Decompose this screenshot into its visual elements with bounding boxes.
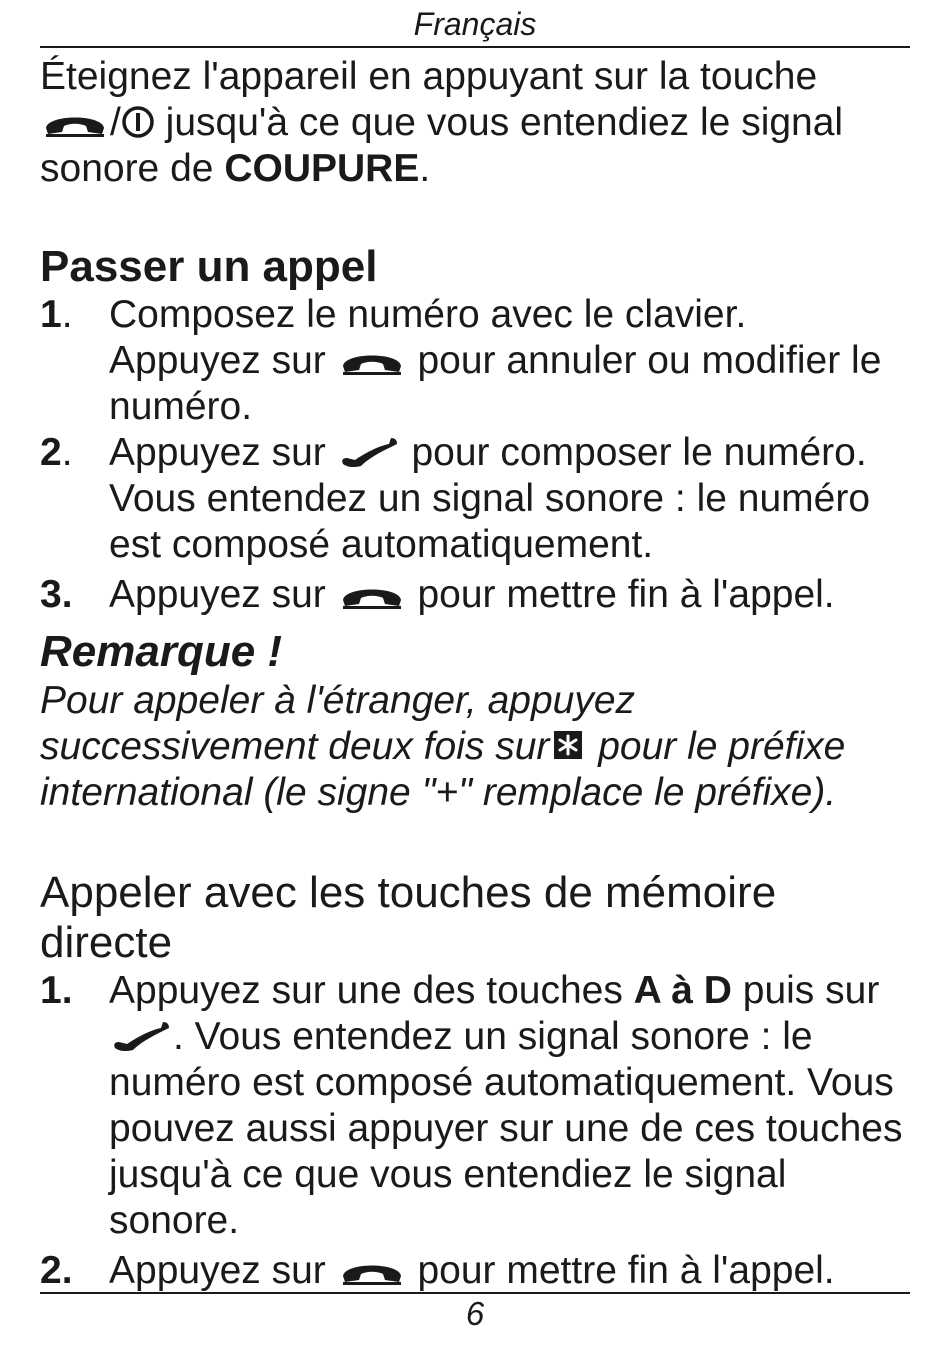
list-item: 2. Appuyez sur pour mettre fin à l'appel. (40, 1249, 835, 1292)
star-key-icon (553, 730, 583, 760)
section-call-title: Passer un appel (40, 242, 378, 291)
remark-title: Remarque ! (40, 627, 283, 676)
section-memory-title: Appeler avec les touches de mémoire directe (40, 868, 777, 967)
page-content (40, 54, 910, 1294)
page-header: Français (40, 4, 910, 48)
hangup-icon (341, 1256, 403, 1286)
list-item: 1. Appuyez sur une des touches A à D puis sur . Vous entendez un signal sonore : le numéro est composé automatiquement. Vous pouvez aussi appuyer sur une de ces touches jusqu'à ce que vous entendiez le signal sonore. (40, 969, 903, 1242)
intro-line-2: jusqu'à ce que vous entendiez le signal (154, 101, 844, 144)
list-item: 2. Appuyez sur pour composer le numéro. Vous entendez un signal sonore : le numéro est composé automatiquement. (40, 431, 871, 566)
intro-slash: / (110, 101, 121, 144)
list-item: 3. Appuyez sur pour mettre fin à l'appel. (40, 573, 835, 616)
intro-line-3-pre: sonore de (40, 147, 225, 190)
step-number: 2. (40, 1249, 73, 1292)
memory-steps-list (40, 968, 910, 1294)
intro-paragraph (40, 54, 910, 192)
page-number: 6 (465, 1295, 485, 1332)
remark-text: Pour appeler à l'étranger, appuyez successivement deux fois sur pour le préfixe international (le signe "+" remplace le préfixe). (40, 679, 846, 814)
step-number: 1. (40, 969, 73, 1012)
call-steps-list (40, 292, 910, 618)
hangup-icon (341, 580, 403, 610)
step-number: 3. (40, 573, 73, 616)
intro-line-3-bold: COUPURE (224, 147, 420, 190)
call-icon (111, 1020, 171, 1052)
call-icon (339, 436, 399, 468)
list-item: 1. Composez le numéro avec le clavier. Appuyez sur pour annuler ou modifier le numéro. (40, 293, 882, 428)
power-icon (121, 105, 155, 139)
intro-line-1: Éteignez l'appareil en appuyant sur la touche (40, 55, 818, 98)
intro-line-3-post: . (419, 147, 431, 190)
hangup-icon (44, 108, 106, 138)
step-number: 1. (40, 293, 73, 336)
step-number: 2. (40, 431, 73, 474)
hangup-icon (341, 346, 403, 376)
